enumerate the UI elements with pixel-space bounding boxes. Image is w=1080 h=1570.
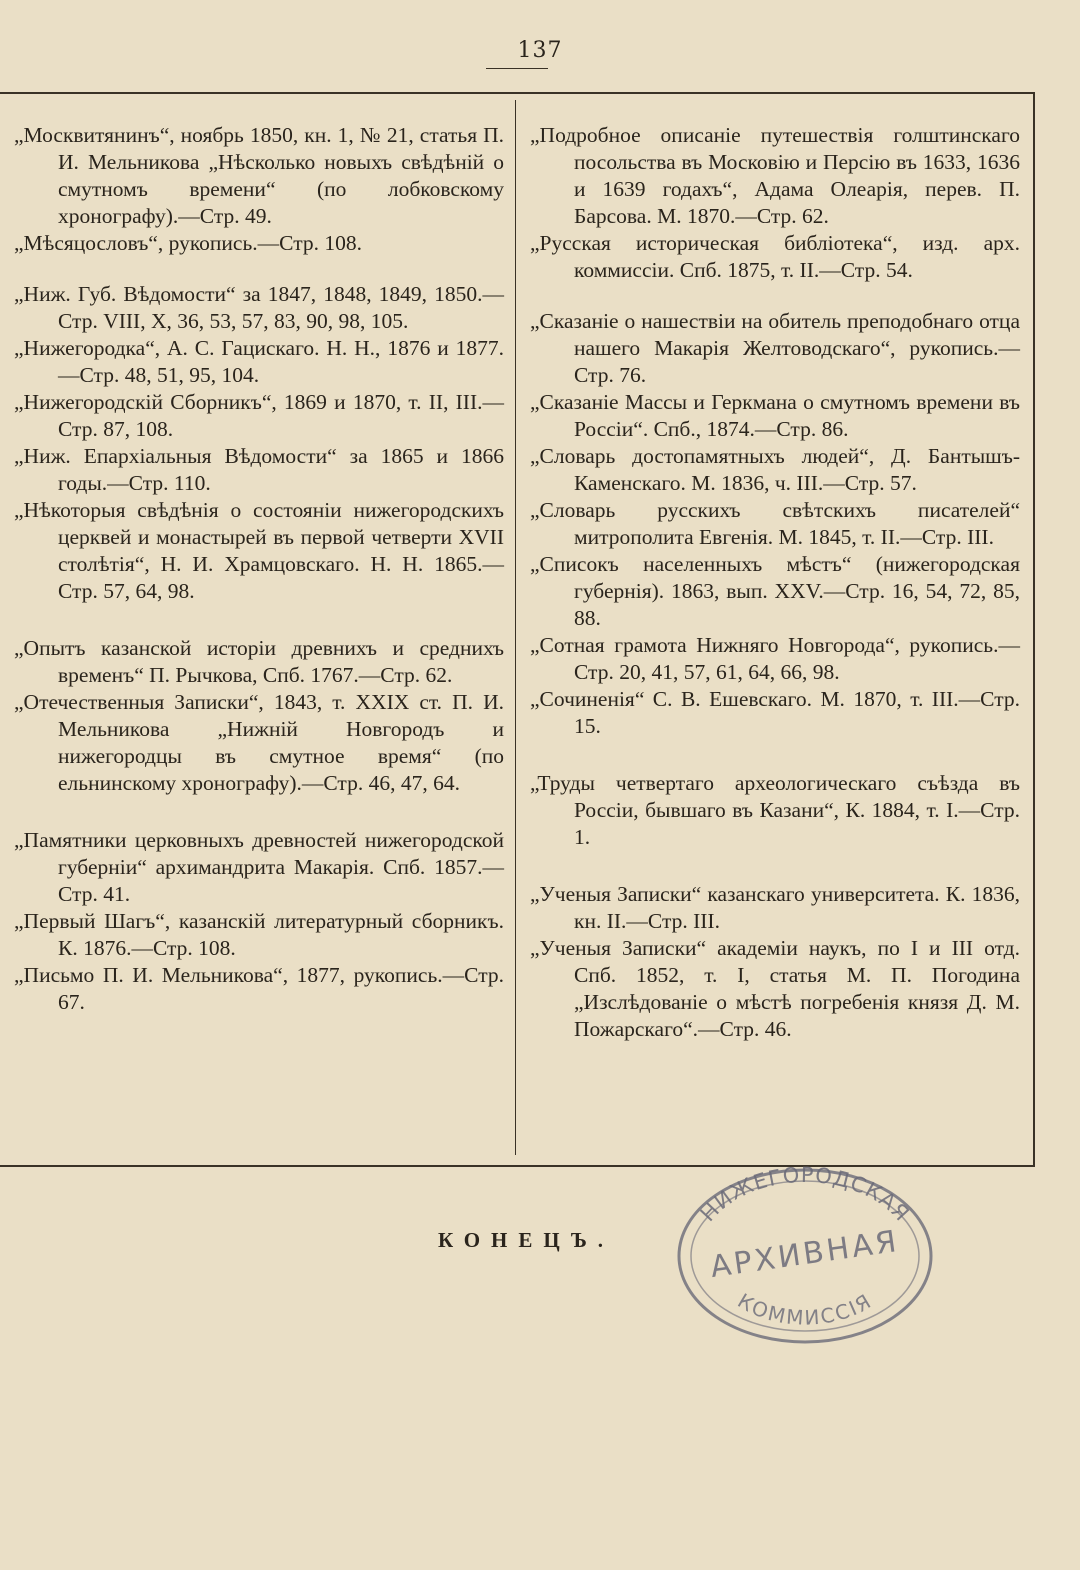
bibliography-entry: „Ниж. Епархіальныя Вѣдомости“ за 1865 и 1866 годы.—Стр. 110. <box>14 444 504 495</box>
bibliography-entry: „Нижегородка“, А. С. Гацискаго. Н. Н., 1876 и 1877.—Стр. 48, 51, 95, 104. <box>14 336 504 387</box>
bibliography-entry: „Словарь достопамятныхъ людей“, Д. Бантышъ-Каменскаго. М. 1836, ч. III.—Стр. 57. <box>530 444 1020 495</box>
bibliography-entry: „Труды четвертаго археологическаго съѣзда въ Россіи, бывшаго въ Казани“, К. 1884, т. I.—Стр. 1. <box>530 771 1020 849</box>
bibliography-entry: „Первый Шагъ“, казанскій литературный сборникъ. К. 1876.—Стр. 108. <box>14 909 504 960</box>
page-number-rule <box>486 68 548 69</box>
end-mark: КОНЕЦЪ. <box>438 1228 615 1252</box>
bibliography-entry: „Москвитянинъ“, ноябрь 1850, кн. 1, № 21, статья П. И. Мельникова „Нѣсколько новыхъ свѣдѣній о смутномъ времени“ (по лобковскому хронографу).—Стр. 49. <box>14 123 504 228</box>
bibliography-entry: „Сказаніе о нашествіи на обитель преподобнаго отца нашего Макарія Желтоводскаго“, рукопись.—Стр. 76. <box>530 309 1020 387</box>
frame-right-rule <box>1033 92 1035 1167</box>
bibliography-entry: „Списокъ населенныхъ мѣстъ“ (нижегородская губернія). 1863, вып. XXV.—Стр. 16, 54, 72, 85, 88. <box>530 552 1020 630</box>
bibliography-entry: „Нѣкоторыя свѣдѣнія о состояніи нижегородскихъ церквей и монастырей въ первой четверти XVII столѣтія“, Н. И. Храмцовскаго. Н. Н. 1865.—Стр. 57, 64, 98. <box>14 498 504 603</box>
bibliography-entry: „Отечественныя Записки“, 1843, т. XXIX ст. П. И. Мельникова „Нижній Новгородъ и нижегородцы въ смутное время“ (по ельнинскому хронографу).—Стр. 46, 47, 64. <box>14 690 504 795</box>
page-number: 137 <box>517 38 563 63</box>
stamp-line-bottom: КОММИССІЯ <box>733 1288 877 1330</box>
archive-stamp <box>665 1160 945 1350</box>
bibliography-entry: „Мѣсяцословъ“, рукопись.—Стр. 108. <box>14 231 362 255</box>
bibliography-entry: „Ниж. Губ. Вѣдомости“ за 1847, 1848, 1849, 1850.—Стр. VIII, X, 36, 53, 57, 83, 90, 98, 105. <box>14 282 504 333</box>
bibliography-entry: „Ученыя Записки“ академіи наукъ, по I и III отд. Спб. 1852, т. I, статья М. П. Погодина „Изслѣдованіе о мѣстѣ погребенія князя Д. М. Пожарскаго“.—Стр. 46. <box>530 936 1020 1041</box>
bibliography-entry: „Нижегородскій Сборникъ“, 1869 и 1870, т. II, III.—Стр. 87, 108. <box>14 390 504 441</box>
bibliography-entry: „Опытъ казанской исторіи древнихъ и среднихъ временъ“ П. Рычкова, Спб. 1767.—Стр. 62. <box>14 636 504 687</box>
bibliography-entry: „Письмо П. И. Мельникова“, 1877, рукопись.—Стр. 67. <box>14 963 504 1014</box>
bibliography-entry: „Сотная грамота Нижняго Новгорода“, рукопись.—Стр. 20, 41, 57, 61, 64, 66, 98. <box>530 633 1020 684</box>
stamp-line-top: НИЖЕГОРОДСКАЯ <box>695 1162 915 1227</box>
bibliography-entry: „Ученыя Записки“ казанскаго университета. К. 1836, кн. II.—Стр. III. <box>530 882 1020 933</box>
frame-top-rule <box>0 92 1035 94</box>
stamp-line-middle: АРХИВНАЯ <box>708 1223 902 1286</box>
column-divider <box>515 100 516 1155</box>
bibliography-entry: „Русская историческая библіотека“, изд. арх. коммиссіи. Спб. 1875, т. II.—Стр. 54. <box>530 231 1020 282</box>
bibliography-entry: „Словарь русскихъ свѣтскихъ писателей“ митрополита Евгенія. М. 1845, т. II.—Стр. III. <box>530 498 1020 549</box>
left-column <box>14 122 504 1016</box>
right-column <box>530 122 1020 1043</box>
bibliography-entry: „Памятники церковныхъ древностей нижегородской губерніи“ архимандрита Макарія. Спб. 1857.—Стр. 41. <box>14 828 504 906</box>
bibliography-entry: „Подробное описаніе путешествія голштинскаго посольства въ Московію и Персію въ 1633, 1636 и 1639 годахъ“, Адама Олеарія, перев. П. Барсова. М. 1870.—Стр. 62. <box>530 123 1020 228</box>
bibliography-entry: „Сочиненія“ С. В. Ешевскаго. М. 1870, т. III.—Стр. 15. <box>530 687 1020 738</box>
bibliography-entry: „Сказаніе Массы и Геркмана о смутномъ времени въ Россіи“. Спб., 1874.—Стр. 86. <box>530 390 1020 441</box>
